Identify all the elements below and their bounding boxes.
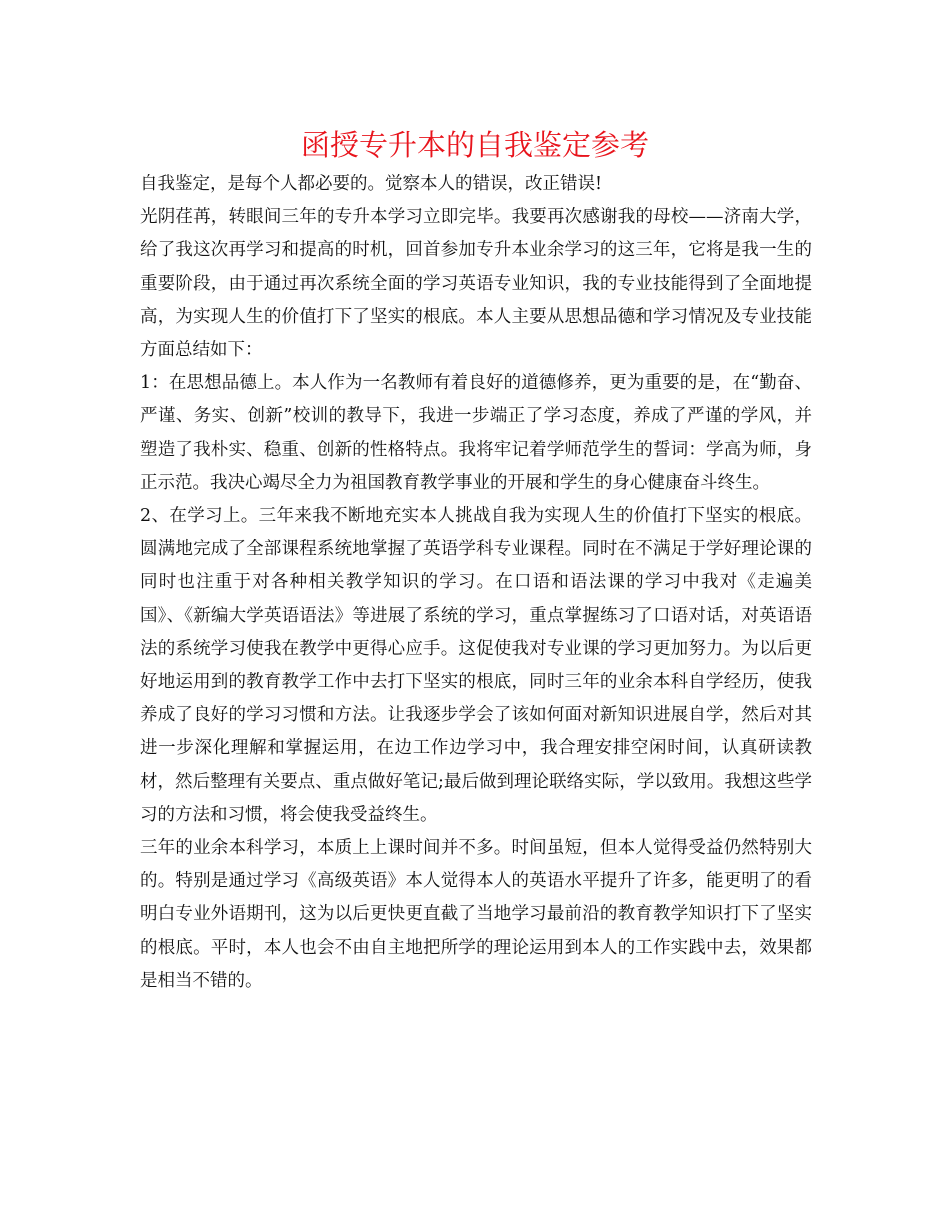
paragraph-moral-character: 1：在思想品德上。本人作为一名教师有着良好的道德修养，更为重要的是，在“勤奋、严谨、务实、创新”校训的教导下，我进一步端正了学习态度，养成了严谨的学风，并塑造了我朴实、稳重、创新的性格特点。我将牢记着学师范学生的誓词：学高为师，身正示范。我决心竭尽全力为祖国教育教学事业的开展和学生的身心健康奋斗终生。 xyxy=(140,373,812,493)
document-title: 函授专升本的自我鉴定参考 xyxy=(300,128,649,162)
paragraph-benefits: 三年的业余本科学习，本质上上课时间并不多。时间虽短，但本人觉得受益仍然特别大的。特别是通过学习《高级英语》本人觉得本人的英语水平提升了许多，能更明了的看明白专业外语期刊，这为以后更快更直截了当地学习最前沿的教育教学知识打下了坚实的根底。平时，本人也会不由自主地把所学的理论运用到本人的工作实践中去，效果都是相当不错的。 xyxy=(140,838,812,991)
document-body xyxy=(140,168,812,998)
paragraph-study: 2、在学习上。三年来我不断地充实本人挑战自我为实现人生的价值打下坚实的根底。圆满地完成了全部课程系统地掌握了英语学科专业课程。同时在不满足于学好理论课的同时也注重于对各种相关教学知识的学习。在口语和语法课的学习中我对《走遍美国》、《新编大学英语语法》等进展了系统的学习，重点掌握练习了口语对话，对英语语法的系统学习使我在教学中更得心应手。这促使我对专业课的学习更加努力。为以后更好地运用到的教育教学工作中去打下坚实的根底，同时三年的业余本科自学经历，使我养成了良好的学习习惯和方法。让我逐步学会了该如何面对新知识进展自学，然后对其进一步深化理解和掌握运用，在边工作边学习中，我合理安排空闲时间，认真研读教材，然后整理有关要点、重点做好笔记;最后做到理论联络实际，学以致用。我想这些学习的方法和习惯，将会使我受益终生。 xyxy=(140,506,812,825)
paragraph-intro: 自我鉴定，是每个人都必要的。觉察本人的错误，改正错误! xyxy=(140,174,603,194)
paragraph-overview: 光阴荏苒，转眼间三年的专升本学习立即完毕。我要再次感谢我的母校——济南大学，给了我这次再学习和提高的时机，回首参加专升本业余学习的这三年，它将是我一生的重要阶段，由于通过再次系统全面的学习英语专业知识，我的专业技能得到了全面地提高，为实现人生的价值打下了坚实的根底。本人主要从思想品德和学习情况及专业技能方面总结如下： xyxy=(140,207,812,361)
